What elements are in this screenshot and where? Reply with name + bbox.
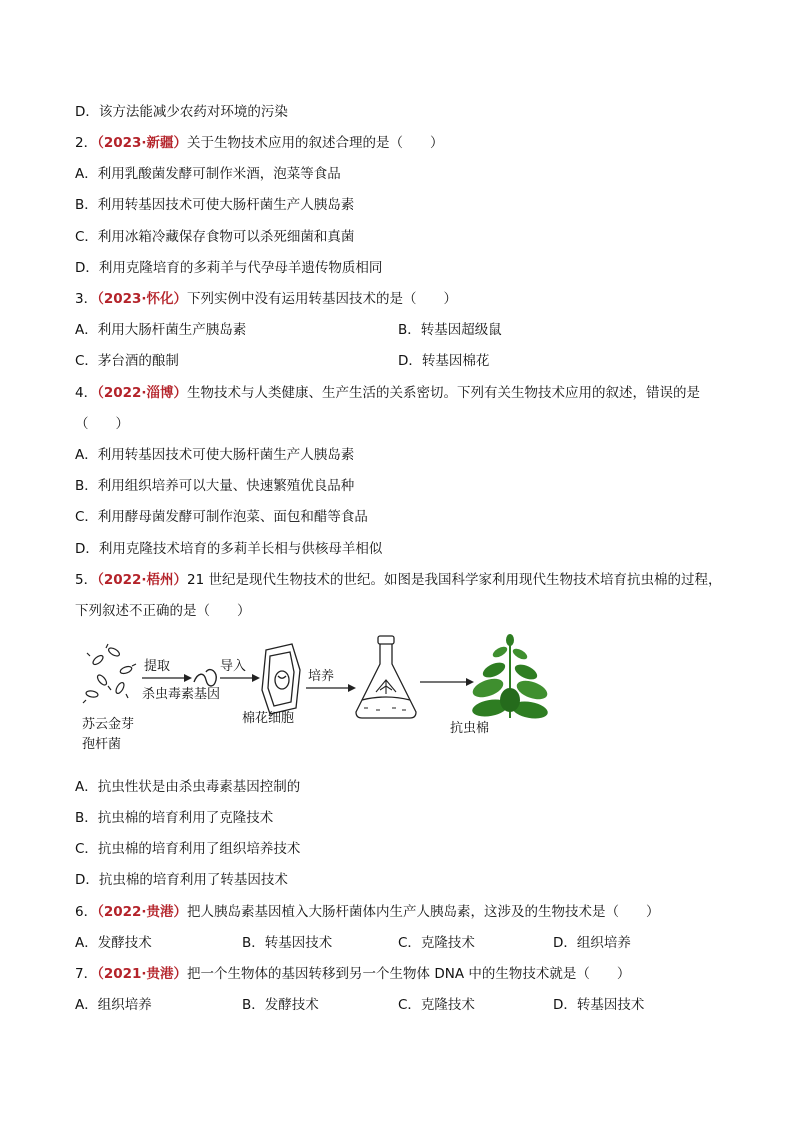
- q5-stem-line2: 下列叙述不正确的是（ ）: [75, 603, 251, 619]
- q1-option-d: D．该方法能减少农药对环境的污染: [75, 104, 288, 120]
- label-gene: 杀虫毒素基因: [142, 687, 221, 702]
- q6-number: 6．: [75, 904, 98, 920]
- label-bacteria-line1: 苏云金芽: [82, 717, 135, 732]
- bacteria-icon: [83, 644, 136, 703]
- q7-option-c: C．克隆技术: [398, 997, 475, 1013]
- q2-text: 关于生物技术应用的叙述合理的是（ ）: [187, 135, 444, 151]
- insect-resistant-cotton-diagram: [80, 630, 720, 760]
- q7-option-a: A．组织培养: [75, 997, 152, 1013]
- q4-text: 生物技术与人类健康、生产生活的关系密切。下列有关生物技术应用的叙述，错误的是: [187, 385, 701, 401]
- q3-option-d: D．转基因棉花: [398, 353, 490, 369]
- q7-number: 7．: [75, 966, 98, 982]
- q3-number: 3．: [75, 291, 98, 307]
- q6-option-a: A．发酵技术: [75, 935, 152, 951]
- q2-option-b: B．利用转基因技术可使大肠杆菌生产人胰岛素: [75, 197, 355, 213]
- q6-option-d: D．组织培养: [553, 935, 631, 951]
- q4-option-b: B．利用组织培养可以大量、快速繁殖优良品种: [75, 478, 355, 494]
- q2-option-a: A．利用乳酸菌发酵可制作米酒，泡菜等食品: [75, 166, 341, 182]
- label-extract: 提取: [144, 659, 171, 674]
- q5-option-a: A．抗虫性状是由杀虫毒素基因控制的: [75, 779, 301, 795]
- q3-option-a: A．利用大肠杆菌生产胰岛素: [75, 322, 247, 338]
- q4-option-c: C．利用酵母菌发酵可制作泡菜、面包和醋等食品: [75, 509, 368, 525]
- q4-source: （2022·淄博）: [97, 385, 188, 401]
- q3-source: （2023·怀化）: [97, 291, 188, 307]
- q3-text: 下列实例中没有运用转基因技术的是（ ）: [187, 291, 458, 307]
- q5-number: 5．: [75, 572, 98, 588]
- q4-option-a: A．利用转基因技术可使大肠杆菌生产人胰岛素: [75, 447, 355, 463]
- cotton-cell-icon: [262, 644, 300, 714]
- q7-stem: [75, 964, 630, 984]
- cotton-plant-icon: [470, 634, 550, 721]
- q7-source: （2021·贵港）: [97, 966, 188, 982]
- q7-option-d: D．转基因技术: [553, 997, 645, 1013]
- q2-source: （2023·新疆）: [97, 135, 188, 151]
- q5-option-b: B．抗虫棉的培育利用了克隆技术: [75, 810, 274, 826]
- q4-number: 4．: [75, 385, 98, 401]
- q3-option-c: C．茅台酒的酿制: [75, 353, 179, 369]
- gene-icon: [194, 670, 216, 686]
- q2-option-d: D．利用克隆培育的多莉羊与代孕母羊遗传物质相同: [75, 260, 383, 276]
- q5-source: （2022·梧州）: [97, 572, 188, 588]
- q5-option-d: D．抗虫棉的培育利用了转基因技术: [75, 872, 288, 888]
- q7-option-b: B．发酵技术: [242, 997, 319, 1013]
- q6-source: （2022·贵港）: [97, 904, 188, 920]
- q5-option-c: C．抗虫棉的培育利用了组织培养技术: [75, 841, 301, 857]
- q3-stem: [75, 289, 457, 309]
- q7-text: 把一个生物体的基因转移到另一个生物体 DNA 中的生物技术就是（ ）: [187, 966, 631, 982]
- q4-stem: [75, 383, 700, 403]
- q2-option-c: C．利用冰箱冷藏保存食物可以杀死细菌和真菌: [75, 229, 355, 245]
- culture-flask-icon: [356, 636, 416, 718]
- q6-option-b: B．转基因技术: [242, 935, 333, 951]
- q2-number: 2．: [75, 135, 98, 151]
- q6-text: 把人胰岛素基因植入大肠杆菌体内生产人胰岛素，这涉及的生物技术是（ ）: [187, 904, 660, 920]
- q5-text: 21 世纪是现代生物技术的世纪。如图是我国科学家利用现代生物技术培育抗虫棉的过程，: [187, 572, 722, 588]
- label-bacteria-line2: 孢杆菌: [82, 737, 122, 752]
- q4-paren: （ ）: [75, 416, 129, 432]
- q3-option-b: B．转基因超级鼠: [398, 322, 502, 338]
- label-cotton-cell: 棉花细胞: [242, 711, 295, 726]
- label-import: 导入: [220, 659, 247, 674]
- label-product: 抗虫棉: [450, 721, 490, 736]
- q5-stem: [75, 570, 722, 590]
- q6-stem: [75, 902, 660, 922]
- label-culture: 培养: [308, 669, 335, 684]
- q2-stem: [75, 133, 444, 153]
- q4-option-d: D．利用克隆技术培育的多莉羊长相与供核母羊相似: [75, 541, 383, 557]
- q6-option-c: C．克隆技术: [398, 935, 475, 951]
